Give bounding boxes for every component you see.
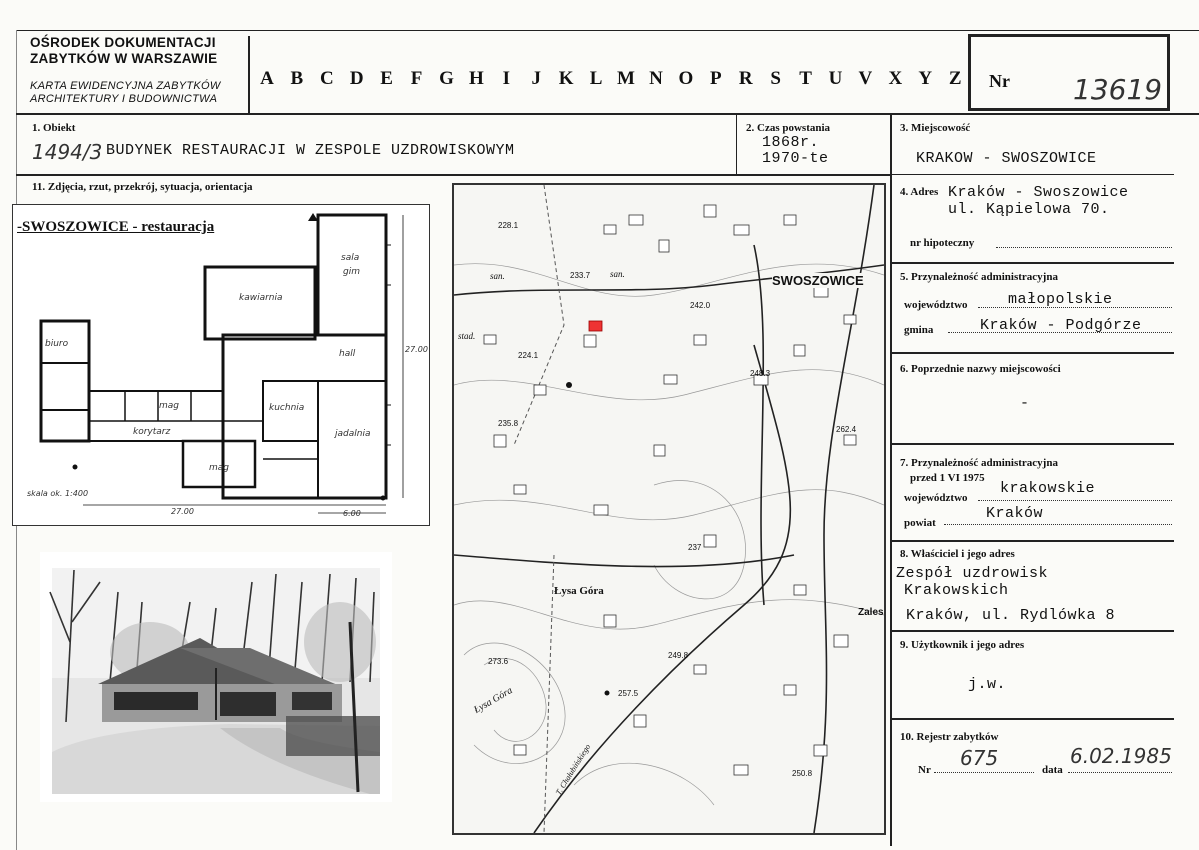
origin-line-1: 1868r. [762, 134, 820, 151]
room-sala: sala [341, 253, 360, 263]
admin-old-powiat-label: powiat [904, 517, 936, 529]
institution-name [30, 35, 217, 67]
admin-old-date: przed 1 VI 1975 [910, 472, 985, 484]
register-nr-value: 675 [960, 746, 999, 770]
index-letter: A [260, 68, 274, 89]
map-height-12: 250.8 [792, 769, 813, 778]
dimension-side: 27.00 [405, 345, 428, 354]
index-letter: N [649, 68, 663, 89]
index-letter: C [319, 68, 334, 89]
map-height-5: 248.3 [750, 369, 771, 378]
map-height-7: 262.4 [836, 425, 857, 434]
room-hall: hall [339, 349, 356, 359]
previous-names-label: 6. Poprzednie nazwy miejscowości [900, 363, 1061, 375]
dimension-six: 6.00 [343, 509, 361, 518]
nr-label: Nr [989, 71, 1010, 91]
floor-plan [12, 204, 430, 526]
object-code: 1494/3 [32, 140, 103, 164]
owner-line-1: Zespół uzdrowisk [896, 565, 1049, 582]
owner-line-2: Krakowskich [904, 582, 1009, 599]
owner-label: 8. Właściciel i jego adres [900, 548, 1015, 560]
building-photo-image [40, 552, 392, 802]
admin-old-voivodeship-label: województwo [904, 492, 968, 504]
register-date-value: 6.02.1985 [1070, 744, 1172, 768]
admin-voivodeship-label: województwo [904, 299, 968, 311]
card-type-line-2: ARCHITEKTURY I BUDOWNICTWA [30, 93, 218, 105]
map-height-10: 249.8 [668, 651, 689, 660]
card-type-line-1: KARTA EWIDENCYJNA ZABYTKÓW [30, 80, 221, 92]
building-photo [40, 552, 392, 802]
object-label: 1. Obiekt [32, 122, 76, 134]
plan-title: -SWOSZOWICE - restauracja [17, 219, 215, 235]
locality-value: KRAKOW - SWOSZOWICE [916, 150, 1097, 167]
room-kuchnia: kuchnia [269, 403, 305, 413]
index-letter: Z [948, 68, 962, 89]
admin-gmina-value: Kraków - Podgórze [980, 317, 1142, 334]
map-street: T. Chałubińskiego [553, 742, 593, 797]
address-label: 4. Adres [900, 186, 939, 198]
map-place-name: SWOSZOWICE [772, 273, 864, 288]
floor-plan-drawing [13, 205, 429, 525]
index-letter: P [709, 68, 722, 89]
nr-value: 13619 [1073, 73, 1163, 106]
admin-old-powiat-value: Kraków [986, 505, 1044, 522]
index-letter: S [770, 68, 781, 89]
room-biuro: biuro [45, 339, 69, 349]
room-jadalnia: jadalnia [335, 429, 371, 439]
previous-names-value: - [1020, 395, 1030, 412]
index-letter: I [502, 68, 511, 89]
origin-line-2: 1970-te [762, 150, 829, 167]
map-lysa-gora-2: Łysa Góra [472, 685, 515, 716]
map-height-3: 242.0 [690, 301, 711, 310]
room-korytarz: korytarz [133, 427, 171, 437]
mortgage-label: nr hipoteczny [910, 237, 975, 249]
admin-old-voivodeship-value: krakowskie [1000, 480, 1096, 497]
room-mag-1: mag [159, 401, 179, 411]
room-mag-2: mag [209, 463, 229, 473]
map-height-1: 228.1 [498, 221, 519, 230]
card-type [30, 80, 221, 106]
index-letter: E [380, 68, 393, 89]
address-line-1: Kraków - Swoszowice [948, 184, 1129, 201]
index-letter: M [617, 68, 635, 89]
index-letter: D [349, 68, 364, 89]
photos-label: 11. Zdjęcia, rzut, przekrój, sytuacja, orientacja [32, 181, 253, 193]
address-line-2: ul. Kąpielowa 70. [948, 201, 1110, 218]
admin-label: 5. Przynależność administracyjna [900, 271, 1058, 283]
institution-line-2: ZABYTKÓW W WARSZAWIE [30, 51, 218, 66]
user-value: j.w. [968, 676, 1007, 693]
locality-label: 3. Miejscowość [900, 122, 971, 134]
index-letter: J [531, 68, 541, 89]
register-date-label: data [1042, 764, 1063, 776]
index-letter: Y [918, 68, 933, 89]
register-label: 10. Rejestr zabytków [900, 731, 999, 743]
map-height-6: 235.8 [498, 419, 519, 428]
index-letter: B [290, 68, 304, 89]
owner-line-3: Kraków, ul. Rydlówka 8 [906, 607, 1116, 624]
object-name: BUDYNEK RESTAURACJI W ZESPOLE UZDROWISKOWYM [106, 142, 515, 159]
room-kawiarnia: kawiarnia [239, 293, 283, 303]
nr-box [968, 34, 1170, 111]
index-letter: T [799, 68, 812, 89]
index-letter: R [738, 68, 753, 89]
index-letter: V [858, 68, 873, 89]
index-letter: O [678, 68, 694, 89]
dimension-bottom: 27.00 [171, 507, 194, 516]
admin-voivodeship-value: małopolskie [1008, 291, 1113, 308]
map-height-4: 224.1 [518, 351, 539, 360]
admin-old-label: 7. Przynależność administracyjna [900, 457, 1058, 469]
index-letter: K [558, 68, 574, 89]
room-gim: gim [343, 267, 360, 277]
map-height-9: 273.6 [488, 657, 509, 666]
map-san-1: san. [490, 271, 505, 281]
index-letters [252, 68, 970, 90]
map-height-8: 237 [688, 543, 702, 552]
index-letter: F [410, 68, 423, 89]
map-lysa-gora-1: Łysa Góra [554, 585, 604, 597]
map-san-2: san. [610, 269, 625, 279]
admin-gmina-label: gmina [904, 324, 934, 336]
map-height-11: 257.5 [618, 689, 639, 698]
index-letter: X [888, 68, 903, 89]
map-stad: stad. [458, 331, 476, 341]
index-letter: G [439, 68, 454, 89]
index-letter: U [828, 68, 843, 89]
map-height-2: 233.7 [570, 271, 591, 280]
origin-label: 2. Czas powstania [746, 122, 831, 134]
register-nr-label: Nr [918, 764, 931, 776]
index-letter: H [469, 68, 484, 89]
map-zales: Zales [858, 607, 884, 618]
user-label: 9. Użytkownik i jego adres [900, 639, 1025, 651]
index-letter: L [589, 68, 603, 89]
topographic-map [452, 183, 886, 835]
institution-line-1: OŚRODEK DOKUMENTACJI [30, 35, 216, 50]
plan-scale: skala ok. 1:400 [27, 489, 89, 498]
